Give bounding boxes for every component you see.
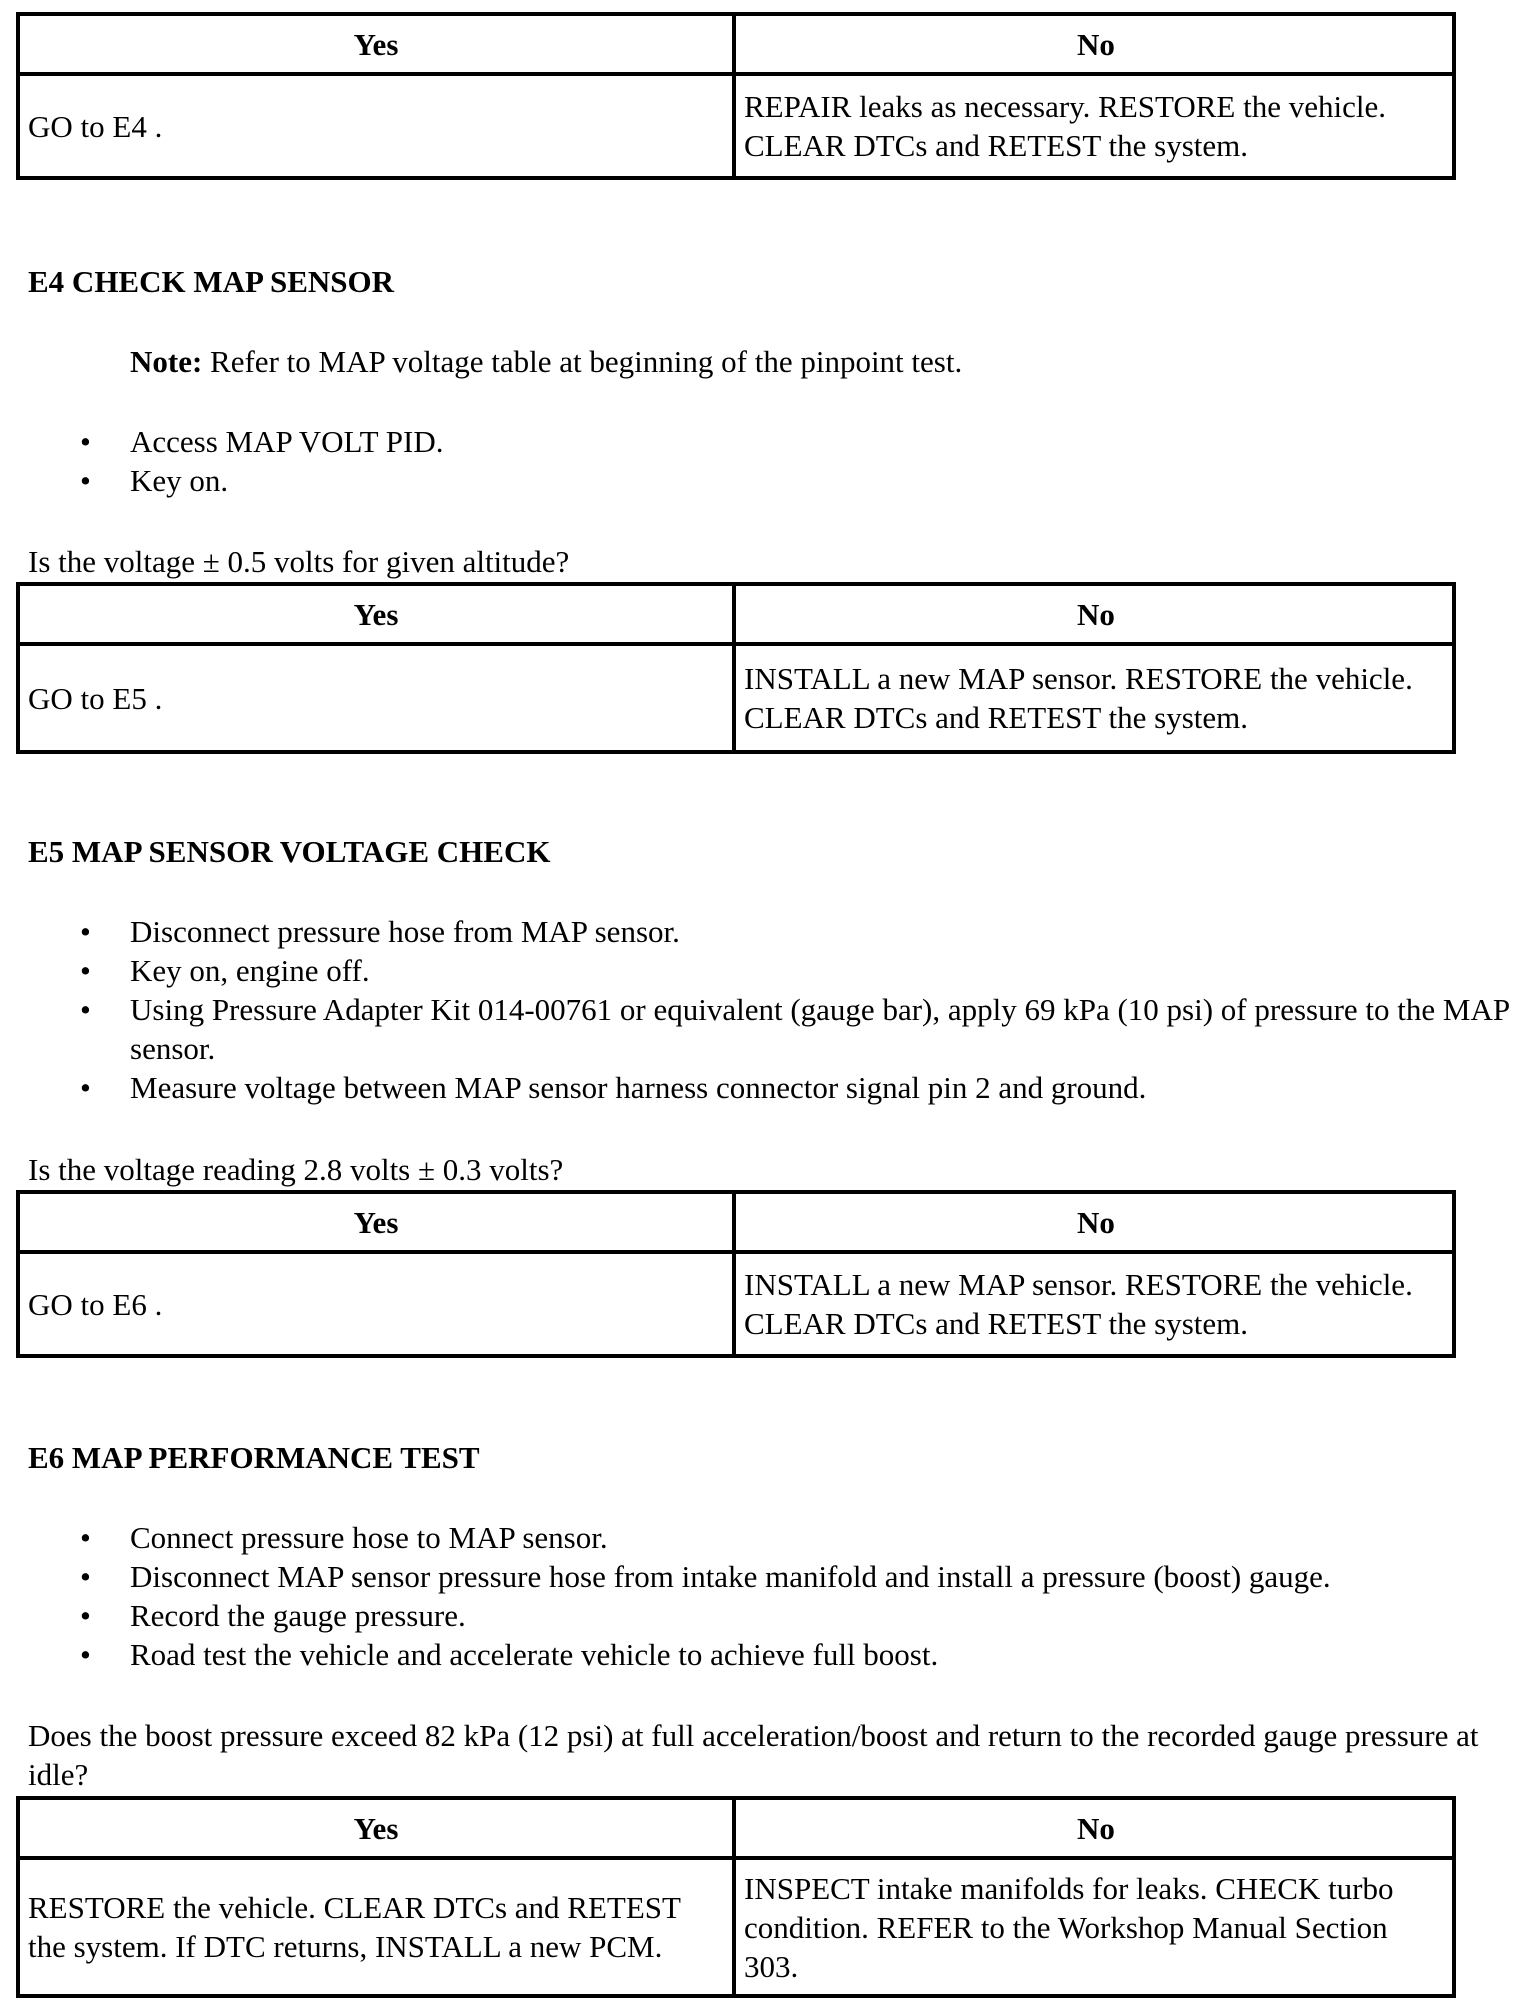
table-header-yes: Yes [20, 586, 736, 646]
note-label: Note: [130, 344, 203, 379]
list-item: • Road test the vehicle and accelerate vehicle to achieve full boost. [80, 1635, 1530, 1674]
table-cell-yes: GO to E4 . [20, 76, 736, 176]
list-item: • Access MAP VOLT PID. [80, 422, 1530, 461]
table-cell-no: INSPECT intake manifolds for leaks. CHECK turbo condition. REFER to the Workshop Manual Section 303. [744, 1870, 1394, 1984]
table-header-no: No [736, 1194, 1456, 1254]
note-text: Refer to MAP voltage table at beginning of the pinpoint test. [202, 344, 963, 379]
table-cell-yes: GO to E6 . [20, 1254, 736, 1354]
list-item: • Disconnect MAP sensor pressure hose from intake manifold and install a pressure (boost) gauge. [80, 1557, 1530, 1596]
table-cell-no: INSTALL a new MAP sensor. RESTORE the vehicle. CLEAR DTCs and RETEST the system. [744, 661, 1413, 735]
list-item: • Key on. [80, 461, 1530, 500]
step-list-e4 [80, 422, 1530, 500]
question-e5: Is the voltage reading 2.8 volts ± 0.3 volts? [28, 1152, 564, 1187]
result-table-e4 [16, 582, 1456, 754]
table-cell-no: INSTALL a new MAP sensor. RESTORE the vehicle. CLEAR DTCs and RETEST the system. [744, 1267, 1413, 1341]
table-header-no: No [736, 586, 1456, 646]
section-title-e6: E6 MAP PERFORMANCE TEST [28, 1440, 480, 1475]
question-e6: Does the boost pressure exceed 82 kPa (12 psi) at full acceleration/boost and return to the recorded gauge pressure at idle? [28, 1718, 1479, 1792]
result-table-e5 [16, 1190, 1456, 1358]
table-header-yes: Yes [20, 16, 736, 76]
table-cell-yes: RESTORE the vehicle. CLEAR DTCs and RETEST the system. If DTC returns, INSTALL a new PCM. [20, 1860, 736, 1994]
table-header-yes: Yes [20, 1194, 736, 1254]
list-item: • Record the gauge pressure. [80, 1596, 1530, 1635]
result-table-e6 [16, 1796, 1456, 1998]
question-e4: Is the voltage ± 0.5 volts for given altitude? [28, 544, 570, 579]
table-cell-no: REPAIR leaks as necessary. RESTORE the vehicle. CLEAR DTCs and RETEST the system. [744, 89, 1386, 163]
list-item: • Using Pressure Adapter Kit 014-00761 or equivalent (gauge bar), apply 69 kPa (10 psi) of pressure to the MAP sensor. [80, 990, 1530, 1068]
step-list-e6 [80, 1518, 1530, 1674]
note [130, 342, 962, 381]
result-table-e3 [16, 12, 1456, 180]
table-header-yes: Yes [20, 1800, 736, 1860]
table-cell-yes: GO to E5 . [20, 646, 736, 750]
step-list-e5 [80, 912, 1530, 1107]
list-item: • Key on, engine off. [80, 951, 1530, 990]
list-item: • Measure voltage between MAP sensor harness connector signal pin 2 and ground. [80, 1068, 1530, 1107]
list-item: • Connect pressure hose to MAP sensor. [80, 1518, 1530, 1557]
table-header-no: No [736, 1800, 1456, 1860]
section-title-e5: E5 MAP SENSOR VOLTAGE CHECK [28, 834, 551, 869]
list-item: • Disconnect pressure hose from MAP sensor. [80, 912, 1530, 951]
table-header-no: No [736, 16, 1456, 76]
section-title-e4: E4 CHECK MAP SENSOR [28, 264, 395, 299]
